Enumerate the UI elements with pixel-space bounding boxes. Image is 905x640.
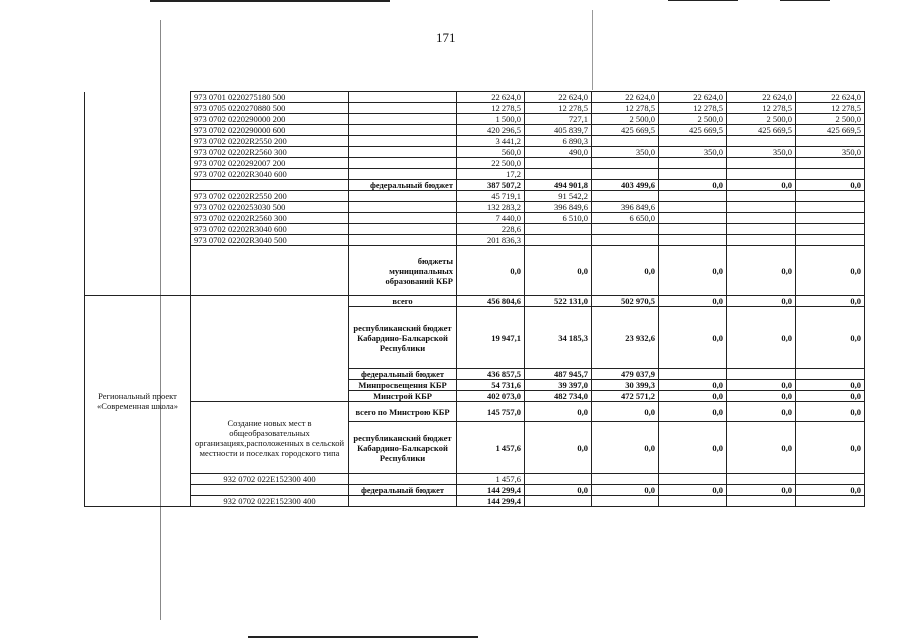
table-row xyxy=(85,246,865,296)
value-cell: 425 669,5 xyxy=(592,125,659,136)
value-cell: 350,0 xyxy=(727,147,796,158)
value-cell: 132 283,2 xyxy=(457,202,525,213)
blank-cell xyxy=(727,474,796,485)
value-cell xyxy=(592,169,659,180)
value-cell: 0,0 xyxy=(659,422,727,474)
blank-cell xyxy=(191,296,349,402)
blank-cell xyxy=(191,485,349,496)
value-cell: 34 185,3 xyxy=(525,307,592,369)
value-cell xyxy=(796,235,865,246)
value-cell xyxy=(727,169,796,180)
value-cell: 201 836,3 xyxy=(457,235,525,246)
value-cell: 0,0 xyxy=(727,485,796,496)
value-cell: 17,2 xyxy=(457,169,525,180)
budget-code-cell: 932 0702 022E152300 400 xyxy=(191,474,349,485)
value-cell: 228,6 xyxy=(457,224,525,235)
table-row xyxy=(85,224,865,235)
value-cell: 12 278,5 xyxy=(525,103,592,114)
value-cell xyxy=(659,369,727,380)
value-cell: 0,0 xyxy=(659,391,727,402)
value-cell xyxy=(727,191,796,202)
blank-cell xyxy=(796,474,865,485)
value-cell: 396 849,6 xyxy=(592,202,659,213)
blank-cell xyxy=(85,235,191,246)
value-cell xyxy=(796,169,865,180)
value-cell xyxy=(659,158,727,169)
value-cell xyxy=(525,158,592,169)
budget-code-cell: 973 0702 0220292007 200 xyxy=(191,158,349,169)
value-cell xyxy=(727,202,796,213)
value-cell xyxy=(727,235,796,246)
table-row xyxy=(85,485,865,496)
table-row xyxy=(85,191,865,202)
scan-top-line xyxy=(150,0,390,2)
value-cell: 12 278,5 xyxy=(659,103,727,114)
value-cell: 727,1 xyxy=(525,114,592,125)
value-cell: 145 757,0 xyxy=(457,402,525,422)
value-cell: 12 278,5 xyxy=(796,103,865,114)
value-cell xyxy=(659,224,727,235)
budget-code-cell xyxy=(191,180,349,191)
value-cell: 396 849,6 xyxy=(525,202,592,213)
value-cell xyxy=(592,136,659,147)
blank-cell xyxy=(85,125,191,136)
value-cell xyxy=(592,158,659,169)
value-cell: 45 719,1 xyxy=(457,191,525,202)
value-cell: 456 804,6 xyxy=(457,296,525,307)
value-cell: 23 932,6 xyxy=(592,307,659,369)
value-cell: 0,0 xyxy=(592,422,659,474)
value-cell: 6 650,0 xyxy=(592,213,659,224)
value-cell xyxy=(659,213,727,224)
value-cell: 490,0 xyxy=(525,147,592,158)
funding-source-cell: Минпросвещения КБР xyxy=(349,380,457,391)
funding-source-cell xyxy=(349,147,457,158)
funding-source-cell xyxy=(349,202,457,213)
value-cell: 0,0 xyxy=(525,402,592,422)
scan-center-fold-line xyxy=(592,10,593,90)
value-cell: 12 278,5 xyxy=(592,103,659,114)
table-row xyxy=(85,158,865,169)
budget-code-cell: 973 0705 0220270880 500 xyxy=(191,103,349,114)
value-cell: 6 890,3 xyxy=(525,136,592,147)
blank-cell xyxy=(85,114,191,125)
value-cell: 479 037,9 xyxy=(592,369,659,380)
blank-cell xyxy=(592,474,659,485)
blank-cell xyxy=(85,92,191,103)
value-cell: 6 510,0 xyxy=(525,213,592,224)
value-cell xyxy=(727,369,796,380)
value-cell: 350,0 xyxy=(659,147,727,158)
value-cell: 0,0 xyxy=(659,180,727,191)
value-cell xyxy=(659,191,727,202)
value-cell: 402 073,0 xyxy=(457,391,525,402)
blank-cell xyxy=(85,213,191,224)
table-row xyxy=(85,114,865,125)
value-cell: 0,0 xyxy=(796,485,865,496)
value-cell: 405 839,7 xyxy=(525,125,592,136)
blank-cell xyxy=(525,496,592,507)
value-cell: 22 624,0 xyxy=(659,92,727,103)
blank-cell xyxy=(85,224,191,235)
value-cell: 387 507,2 xyxy=(457,180,525,191)
value-cell: 22 500,0 xyxy=(457,158,525,169)
value-cell xyxy=(525,169,592,180)
scan-top-line-far-right xyxy=(780,0,830,1)
funding-source-cell: всего xyxy=(349,296,457,307)
budget-code-cell: 932 0702 022E152300 400 xyxy=(191,496,349,507)
funding-source-cell xyxy=(349,235,457,246)
value-cell: 3 441,2 xyxy=(457,136,525,147)
value-cell xyxy=(659,202,727,213)
value-cell: 30 399,3 xyxy=(592,380,659,391)
value-cell: 0,0 xyxy=(796,296,865,307)
value-cell: 0,0 xyxy=(796,180,865,191)
table-row xyxy=(85,296,865,307)
table-row xyxy=(85,402,865,422)
value-cell: 0,0 xyxy=(659,380,727,391)
value-cell xyxy=(796,224,865,235)
funding-source-cell xyxy=(349,169,457,180)
funding-source-cell xyxy=(349,92,457,103)
funding-source-cell xyxy=(349,158,457,169)
value-cell xyxy=(659,169,727,180)
value-cell xyxy=(727,224,796,235)
blank-cell xyxy=(85,191,191,202)
blank-cell xyxy=(659,474,727,485)
budget-code-cell: 973 0702 0220253030 500 xyxy=(191,202,349,213)
value-cell xyxy=(592,235,659,246)
value-cell: 2 500,0 xyxy=(727,114,796,125)
value-cell: 482 734,0 xyxy=(525,391,592,402)
value-cell: 1 500,0 xyxy=(457,114,525,125)
value-cell: 0,0 xyxy=(796,246,865,296)
blank-cell xyxy=(85,169,191,180)
value-cell: 436 857,5 xyxy=(457,369,525,380)
budget-code-cell: 973 0701 0220275180 500 xyxy=(191,92,349,103)
funding-source-cell: федеральный бюджет xyxy=(349,369,457,380)
value-cell: 0,0 xyxy=(659,296,727,307)
value-cell: 39 397,0 xyxy=(525,380,592,391)
value-cell xyxy=(525,235,592,246)
value-cell: 0,0 xyxy=(525,422,592,474)
value-cell: 0,0 xyxy=(727,180,796,191)
table-row xyxy=(85,92,865,103)
budget-code-cell: 973 0702 02202R3040 500 xyxy=(191,235,349,246)
blank-cell xyxy=(592,496,659,507)
value-cell: 560,0 xyxy=(457,147,525,158)
value-cell xyxy=(796,213,865,224)
value-cell xyxy=(796,158,865,169)
funding-source-cell xyxy=(349,114,457,125)
value-cell xyxy=(796,202,865,213)
budget-code-cell: 973 0702 02202R2560 300 xyxy=(191,147,349,158)
funding-source-cell: федеральный бюджет xyxy=(349,180,457,191)
budget-code-cell xyxy=(191,246,349,296)
blank-cell xyxy=(85,136,191,147)
budget-code-cell: 973 0702 02202R2550 200 xyxy=(191,191,349,202)
funding-source-cell xyxy=(349,103,457,114)
value-cell: 0,0 xyxy=(659,402,727,422)
table-row xyxy=(85,147,865,158)
value-cell: 0,0 xyxy=(659,307,727,369)
budget-code-cell: 973 0702 02202R3040 600 xyxy=(191,224,349,235)
page-number: 171 xyxy=(436,30,456,45)
funding-source-cell xyxy=(349,125,457,136)
value-cell: 0,0 xyxy=(727,402,796,422)
scan-bottom-line xyxy=(248,636,478,638)
value-cell: 0,0 xyxy=(592,246,659,296)
value-cell: 0,0 xyxy=(796,380,865,391)
value-cell: 144 299,4 xyxy=(457,485,525,496)
value-cell: 0,0 xyxy=(659,246,727,296)
blank-cell xyxy=(349,474,457,485)
value-cell: 0,0 xyxy=(796,391,865,402)
value-cell: 19 947,1 xyxy=(457,307,525,369)
value-cell: 22 624,0 xyxy=(592,92,659,103)
value-cell: 2 500,0 xyxy=(659,114,727,125)
value-cell: 2 500,0 xyxy=(592,114,659,125)
table-row xyxy=(85,125,865,136)
value-cell xyxy=(525,224,592,235)
activity-cell: Создание новых мест в общеобразовательных организациях,расположенных в сельской местности и поселках городского типа xyxy=(191,402,349,474)
blank-cell xyxy=(659,496,727,507)
blank-cell xyxy=(85,147,191,158)
value-cell: 425 669,5 xyxy=(659,125,727,136)
value-cell xyxy=(727,158,796,169)
scan-top-line-right xyxy=(668,0,738,1)
value-cell: 0,0 xyxy=(796,307,865,369)
value-cell xyxy=(796,191,865,202)
value-cell xyxy=(659,235,727,246)
value-cell xyxy=(727,136,796,147)
value-cell: 0,0 xyxy=(592,485,659,496)
budget-code-cell: 973 0702 0220290000 200 xyxy=(191,114,349,125)
funding-source-cell: федеральный бюджет xyxy=(349,485,457,496)
blank-cell xyxy=(85,158,191,169)
value-cell: 0,0 xyxy=(727,391,796,402)
value-cell: 0,0 xyxy=(727,422,796,474)
blank-cell xyxy=(727,496,796,507)
value-cell xyxy=(592,224,659,235)
budget-code-cell: 973 0702 0220290000 600 xyxy=(191,125,349,136)
table-row xyxy=(85,235,865,246)
funding-source-cell xyxy=(349,213,457,224)
blank-cell xyxy=(525,474,592,485)
value-cell xyxy=(796,369,865,380)
value-cell: 425 669,5 xyxy=(796,125,865,136)
funding-source-cell: бюджеты муниципальных образований КБР xyxy=(349,246,457,296)
blank-cell xyxy=(85,246,191,296)
table-row xyxy=(85,213,865,224)
value-cell: 0,0 xyxy=(592,402,659,422)
value-cell: 502 970,5 xyxy=(592,296,659,307)
table-row xyxy=(85,103,865,114)
table-row xyxy=(85,180,865,191)
value-cell: 144 299,4 xyxy=(457,496,525,507)
value-cell: 22 624,0 xyxy=(727,92,796,103)
value-cell: 0,0 xyxy=(727,296,796,307)
funding-source-cell xyxy=(349,191,457,202)
funding-source-cell xyxy=(349,224,457,235)
value-cell: 22 624,0 xyxy=(457,92,525,103)
value-cell: 0,0 xyxy=(659,485,727,496)
value-cell: 2 500,0 xyxy=(796,114,865,125)
value-cell: 487 945,7 xyxy=(525,369,592,380)
blank-cell xyxy=(85,202,191,213)
value-cell: 0,0 xyxy=(727,246,796,296)
value-cell: 420 296,5 xyxy=(457,125,525,136)
value-cell: 403 499,6 xyxy=(592,180,659,191)
budget-code-cell: 973 0702 02202R3040 600 xyxy=(191,169,349,180)
value-cell: 22 624,0 xyxy=(796,92,865,103)
table-row xyxy=(85,202,865,213)
project-name-cell: Региональный проект «Современная школа» xyxy=(85,296,191,507)
value-cell: 350,0 xyxy=(592,147,659,158)
value-cell: 0,0 xyxy=(525,485,592,496)
funding-source-cell: республиканский бюджет Кабардино-Балкарской Республики xyxy=(349,307,457,369)
value-cell: 0,0 xyxy=(796,402,865,422)
table-row xyxy=(85,496,865,507)
table-row xyxy=(85,169,865,180)
funding-source-cell: всего по Минстрою КБР xyxy=(349,402,457,422)
value-cell: 0,0 xyxy=(727,380,796,391)
value-cell: 522 131,0 xyxy=(525,296,592,307)
value-cell: 22 624,0 xyxy=(525,92,592,103)
value-cell xyxy=(796,136,865,147)
blank-cell xyxy=(85,103,191,114)
value-cell: 350,0 xyxy=(796,147,865,158)
value-cell: 425 669,5 xyxy=(727,125,796,136)
funding-source-cell: республиканский бюджет Кабардино-Балкарской Республики xyxy=(349,422,457,474)
value-cell xyxy=(727,213,796,224)
value-cell: 0,0 xyxy=(457,246,525,296)
funding-source-cell xyxy=(349,136,457,147)
value-cell: 54 731,6 xyxy=(457,380,525,391)
value-cell: 0,0 xyxy=(796,422,865,474)
table-row xyxy=(85,136,865,147)
blank-cell xyxy=(349,496,457,507)
value-cell: 91 542,2 xyxy=(525,191,592,202)
value-cell: 0,0 xyxy=(727,307,796,369)
value-cell xyxy=(592,191,659,202)
value-cell: 7 440,0 xyxy=(457,213,525,224)
blank-cell xyxy=(85,180,191,191)
value-cell: 12 278,5 xyxy=(727,103,796,114)
budget-table xyxy=(84,91,865,507)
funding-source-cell: Минстрой КБР xyxy=(349,391,457,402)
blank-cell xyxy=(796,496,865,507)
budget-code-cell: 973 0702 02202R2550 200 xyxy=(191,136,349,147)
table-row xyxy=(85,474,865,485)
value-cell: 1 457,6 xyxy=(457,474,525,485)
value-cell: 12 278,5 xyxy=(457,103,525,114)
value-cell: 0,0 xyxy=(525,246,592,296)
value-cell: 1 457,6 xyxy=(457,422,525,474)
value-cell xyxy=(659,136,727,147)
budget-code-cell: 973 0702 02202R2560 300 xyxy=(191,213,349,224)
value-cell: 472 571,2 xyxy=(592,391,659,402)
value-cell: 494 901,8 xyxy=(525,180,592,191)
